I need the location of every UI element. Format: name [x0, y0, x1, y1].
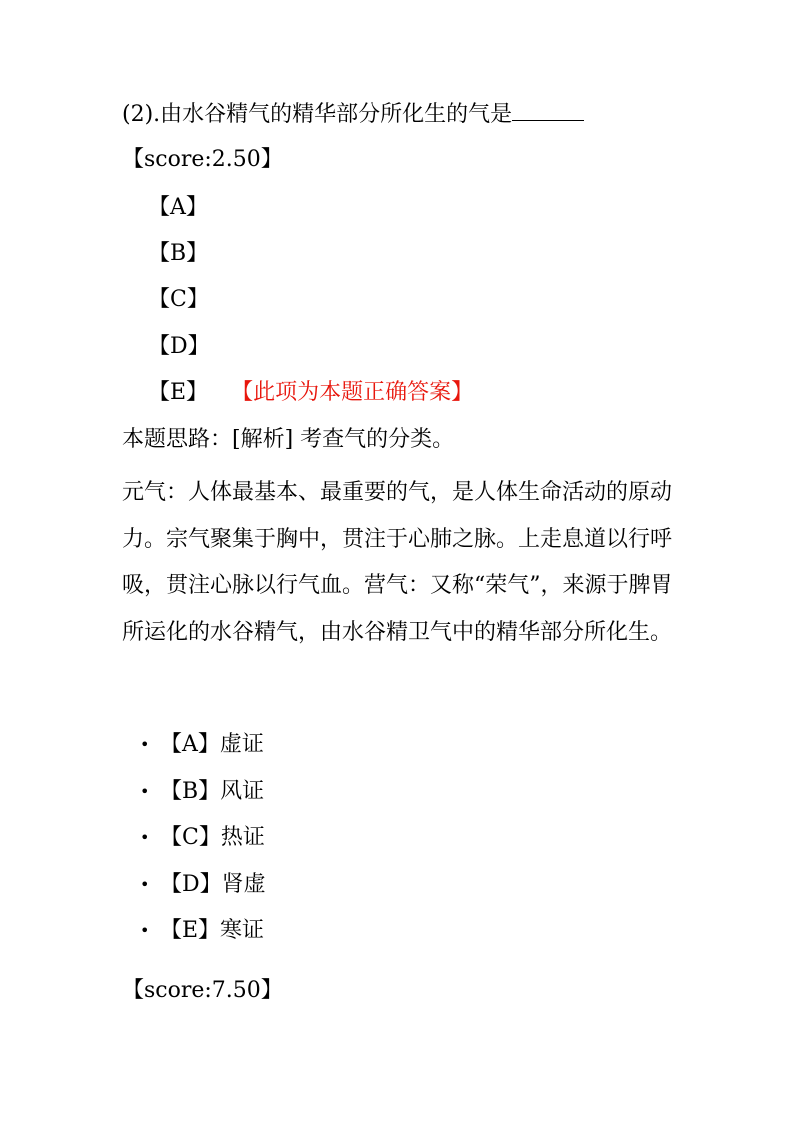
option-d	[148, 332, 210, 362]
bullet-icon: •	[140, 828, 150, 847]
option-c-label: 【C】	[148, 287, 209, 312]
explanation-paragraph: 元气：人体最基本、最重要的气，是人体生命活动的原动力。宗气聚集于胸中，贯注于心肺之脉。上走息道以行呼吸，贯注心脉以行气血。营气：又称“荣气”，来源于脾胃所运化的水谷精气，由水谷精卫气中的精华部分所化生。	[122, 480, 673, 645]
option-e-label: 【E】	[148, 380, 209, 405]
question-line	[122, 98, 584, 130]
choice-text: 【B】风证	[160, 778, 265, 804]
analysis-line: 本题思路：[解析] 考查气的分类。	[122, 427, 455, 452]
option-d-label: 【D】	[148, 334, 210, 359]
choice-text: 【D】肾虚	[160, 871, 266, 897]
list-item	[140, 908, 266, 955]
option-a	[148, 193, 208, 223]
option-b	[148, 239, 208, 269]
next-question-score: 【score:7.50】	[122, 978, 283, 1003]
question-text: (2).由水谷精气的精华部分所化生的气是	[122, 102, 513, 127]
choice-text: 【C】热证	[160, 825, 265, 850]
option-a-label: 【A】	[148, 195, 208, 220]
option-e	[148, 378, 473, 408]
bullet-icon: •	[140, 921, 150, 940]
option-b-label: 【B】	[148, 241, 209, 266]
bullet-icon: •	[140, 735, 150, 754]
list-item	[140, 815, 266, 862]
question-score: 【score:2.50】	[122, 147, 283, 172]
choice-text: 【E】寒证	[160, 918, 265, 943]
list-item	[140, 769, 266, 816]
list-item	[140, 722, 266, 769]
bullet-icon: •	[140, 781, 150, 801]
choice-list	[140, 722, 266, 955]
option-c	[148, 285, 209, 315]
choice-text: 【A】虚证	[160, 732, 264, 757]
answer-blank	[512, 98, 584, 121]
correct-answer-tag: 【此项为本题正确答案】	[242, 380, 474, 405]
list-item	[140, 862, 266, 909]
bullet-icon: •	[140, 874, 150, 894]
